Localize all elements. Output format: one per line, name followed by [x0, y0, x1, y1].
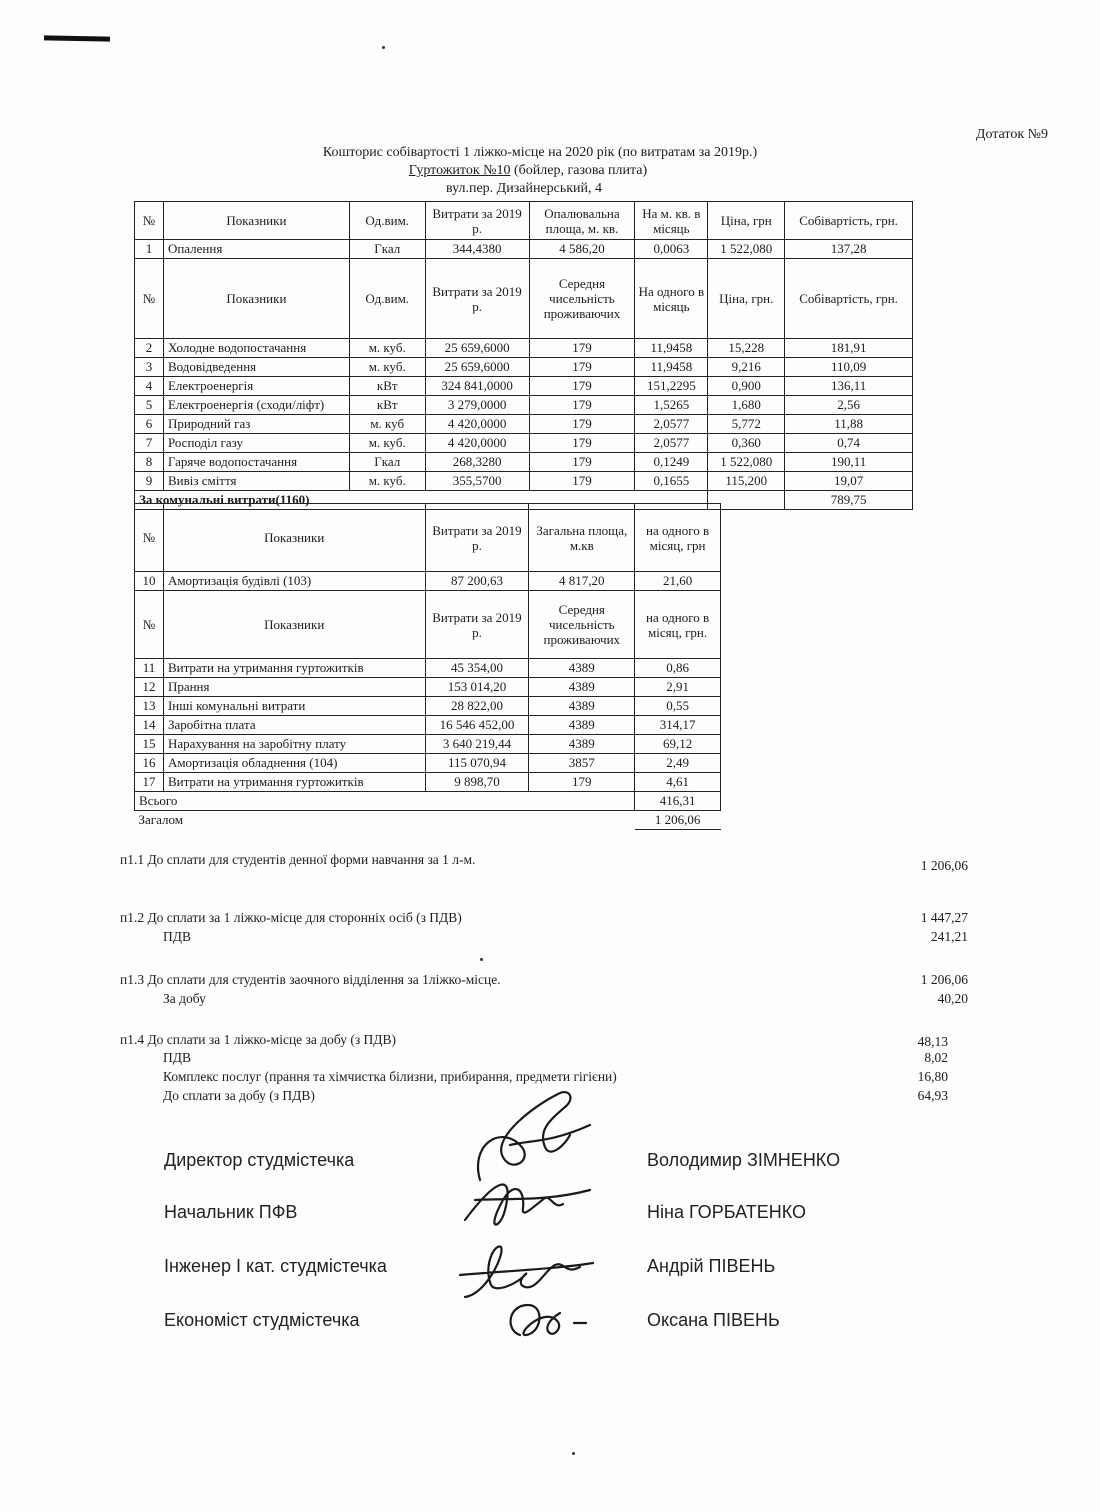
table-cell: 2,56: [785, 396, 913, 415]
table-cell: 355,5700: [425, 472, 529, 491]
table-cell: 179: [529, 434, 635, 453]
table-cell: 7: [135, 434, 164, 453]
table-row: [135, 339, 913, 358]
table-cell: 110,09: [785, 358, 913, 377]
utilities-total-label: За комунальні витрати(1160): [135, 491, 708, 510]
column-header: Загальна площа, м.кв: [529, 504, 635, 572]
table-cell: Електроенергія: [163, 377, 349, 396]
table-cell: Заробітна плата: [163, 716, 425, 735]
table-cell: 151,2295: [635, 377, 708, 396]
table-cell: Вивіз сміття: [163, 472, 349, 491]
payment-label: Комплекс послуг (прання та хімчистка білизни, прибирання, предмети гігієни): [163, 1069, 617, 1084]
table-cell: 4389: [529, 659, 635, 678]
table-cell: 190,11: [785, 453, 913, 472]
dormitory-title: [0, 162, 1078, 180]
table-cell: 324 841,0000: [425, 377, 529, 396]
table-cell: Амортизація обладнення (104): [163, 754, 425, 773]
table-cell: 179: [529, 377, 635, 396]
pfv-head-signature: [445, 1160, 595, 1240]
table-row: [135, 697, 721, 716]
table-cell: 87 200,63: [425, 572, 529, 591]
table-cell: Гкал: [349, 240, 425, 259]
table-cell: 268,3280: [425, 453, 529, 472]
table-cell: м. куб.: [349, 358, 425, 377]
table-cell: м. куб.: [349, 434, 425, 453]
table-cell: 344,4380: [425, 240, 529, 259]
signatory-position: Економіст студмістечка: [164, 1310, 360, 1330]
payment-value: 40,20: [937, 991, 968, 1006]
table-cell: Витрати на утримання гуртожитків: [163, 773, 425, 792]
dormitory-equipment: (бойлер, газова плита): [510, 163, 648, 178]
table-header-row: [135, 591, 721, 659]
payment-label: п1.4 До сплати за 1 ліжко-місце за добу (з ПДВ): [120, 1032, 396, 1047]
scan-speck: [480, 958, 483, 961]
table-cell: 15: [135, 735, 164, 754]
table-cell: 4389: [529, 678, 635, 697]
table-cell: м. куб.: [349, 472, 425, 491]
column-header: Витрати за 2019 р.: [425, 591, 529, 659]
column-header: №: [135, 202, 164, 240]
dormitory-number: Гуртожиток №10: [408, 163, 511, 178]
table-cell: 9: [135, 472, 164, 491]
scan-speck: [572, 1452, 575, 1455]
table-cell: Амортизація будівлі (103): [163, 572, 425, 591]
signatory-name: Андрій ПІВЕНЬ: [647, 1256, 776, 1276]
table-cell: 19,07: [785, 472, 913, 491]
table-cell: 11,9458: [635, 339, 708, 358]
table-cell: 314,17: [635, 716, 721, 735]
table-cell: 3857: [529, 754, 635, 773]
column-header: Собівартість, грн.: [785, 202, 913, 240]
table-cell: кВт: [349, 377, 425, 396]
utilities-table: [134, 201, 913, 510]
column-header: Витрати за 2019 р.: [425, 259, 529, 339]
signatory-name: Ніна ГОРБАТЕНКО: [647, 1202, 806, 1222]
table-cell: 5: [135, 396, 164, 415]
column-header: Собівартість, грн.: [785, 259, 913, 339]
table-cell: 4 420,0000: [425, 434, 529, 453]
table-cell: 1: [135, 240, 164, 259]
subtotal-label: Всього: [135, 792, 635, 811]
table-cell: 181,91: [785, 339, 913, 358]
payment-label: До сплати за добу (з ПДВ): [163, 1088, 315, 1103]
column-header: Од.вим.: [349, 202, 425, 240]
table-cell: Нарахування на заробітну плату: [163, 735, 425, 754]
table-cell: 2,0577: [635, 434, 708, 453]
table-cell: 137,28: [785, 240, 913, 259]
table-row: [135, 773, 721, 792]
table-row: [135, 754, 721, 773]
table-cell: 25 659,6000: [425, 339, 529, 358]
economist-signature: [500, 1295, 600, 1345]
column-header: Показники: [163, 504, 425, 572]
table-cell: м. куб: [349, 415, 425, 434]
table-cell: 17: [135, 773, 164, 792]
table-cell: 136,11: [785, 377, 913, 396]
document-title: Кошторис собівартості 1 ліжко-місце на 2020 рік (по витратам за 2019р.): [322, 145, 758, 160]
table-cell: 4 586,20: [529, 240, 635, 259]
table-cell: 0,55: [635, 697, 721, 716]
payment-value: 48,13: [917, 1034, 948, 1049]
table-row: [135, 472, 913, 491]
table-cell: 153 014,20: [425, 678, 529, 697]
column-header: Середня чисельність проживаючих: [529, 259, 635, 339]
scan-speck: [382, 46, 385, 49]
column-header: Показники: [163, 259, 349, 339]
table-cell: 3 640 219,44: [425, 735, 529, 754]
table-cell: Холодне водопостачання: [163, 339, 349, 358]
payment-label: ПДВ: [163, 1050, 191, 1065]
table-cell: 21,60: [635, 572, 721, 591]
table-cell: 179: [529, 396, 635, 415]
payment-label: За добу: [163, 991, 206, 1006]
utilities-total-value: 789,75: [785, 491, 913, 510]
table-cell: 4,61: [635, 773, 721, 792]
column-header: на одного в місяц, грн.: [635, 591, 721, 659]
grand-total-label: Загалом: [138, 812, 183, 828]
column-header: Витрати за 2019 р.: [425, 504, 529, 572]
table-cell: 45 354,00: [425, 659, 529, 678]
table-cell: 4: [135, 377, 164, 396]
column-header: Середня чисельність проживаючих: [529, 591, 635, 659]
table-cell: 9,216: [708, 358, 785, 377]
table-row: [135, 453, 913, 472]
table-cell: 9 898,70: [425, 773, 529, 792]
table-header-row: [135, 259, 913, 339]
table-row: [135, 716, 721, 735]
table-cell: 115 070,94: [425, 754, 529, 773]
column-header: Показники: [163, 591, 425, 659]
table-cell: 1,5265: [635, 396, 708, 415]
table-cell: 0,86: [635, 659, 721, 678]
table-cell: 3: [135, 358, 164, 377]
payment-label: п1.2 До сплати за 1 ліжко-місце для сторонніх осіб (з ПДВ): [120, 910, 462, 925]
table-row: [135, 240, 913, 259]
table-cell: 179: [529, 773, 635, 792]
grand-total-row: [135, 811, 721, 830]
table-cell: 1,680: [708, 396, 785, 415]
table-cell: 4389: [529, 697, 635, 716]
payment-value: 16,80: [917, 1069, 948, 1084]
table-cell: Природний газ: [163, 415, 349, 434]
table-cell: 4389: [529, 735, 635, 754]
table-cell: 11,88: [785, 415, 913, 434]
table-header-row: [135, 504, 721, 572]
table-cell: 1 522,080: [708, 453, 785, 472]
payment-value: 1 206,06: [920, 972, 968, 987]
column-header: На одного в місяць: [635, 259, 708, 339]
signatory-name: Оксана ПІВЕНЬ: [647, 1310, 780, 1330]
table-cell: 179: [529, 472, 635, 491]
payment-label: п1.1 До сплати для студентів денної форми навчання за 1 л-м.: [120, 852, 476, 867]
table-cell: 0,1655: [635, 472, 708, 491]
table-cell: 10: [135, 572, 164, 591]
subtotal-row: [135, 792, 721, 811]
column-header: Ціна, грн: [708, 202, 785, 240]
payment-label: п1.3 До сплати для студентів заочного відділення за 1ліжко-місце.: [120, 972, 501, 987]
signatory-position: Інженер І кат. студмістечка: [164, 1256, 387, 1276]
payment-label: ПДВ: [163, 929, 191, 944]
table-cell: 11,9458: [635, 358, 708, 377]
table-cell: Гаряче водопостачання: [163, 453, 349, 472]
table-cell: 3 279,0000: [425, 396, 529, 415]
payment-value: 1 447,27: [920, 910, 968, 925]
table-row: [135, 415, 913, 434]
table-cell: 179: [529, 339, 635, 358]
table-row: [135, 572, 721, 591]
column-header: на одного в місяц, грн: [635, 504, 721, 572]
column-header: На м. кв. в місяць: [635, 202, 708, 240]
table-cell: 4 420,0000: [425, 415, 529, 434]
table-cell: 6: [135, 415, 164, 434]
table-cell: 179: [529, 358, 635, 377]
table-cell: 2,91: [635, 678, 721, 697]
table-row: [135, 358, 913, 377]
table-cell: 2,0577: [635, 415, 708, 434]
table-cell: 2,49: [635, 754, 721, 773]
signatory-position: Директор студмістечка: [164, 1150, 355, 1170]
table-cell: 28 822,00: [425, 697, 529, 716]
table-cell: Гкал: [349, 453, 425, 472]
table-cell: 11: [135, 659, 164, 678]
table-cell: Росподіл газу: [163, 434, 349, 453]
payment-value: 64,93: [917, 1088, 948, 1103]
table-cell: Інші комунальні витрати: [163, 697, 425, 716]
table-cell: кВт: [349, 396, 425, 415]
payment-value: 8,02: [924, 1050, 948, 1065]
table-cell: 0,360: [708, 434, 785, 453]
table-cell: м. куб.: [349, 339, 425, 358]
table-cell: 115,200: [708, 472, 785, 491]
table-cell: 4389: [529, 716, 635, 735]
column-header: №: [135, 591, 164, 659]
table-cell: 0,0063: [635, 240, 708, 259]
signatory-name: Володимир ЗІМНЕНКО: [647, 1150, 841, 1170]
table-cell: 0,900: [708, 377, 785, 396]
column-header: №: [135, 504, 164, 572]
table-cell: 179: [529, 415, 635, 434]
table-cell: 69,12: [635, 735, 721, 754]
table-row: [135, 678, 721, 697]
appendix-number: Дотаток №9: [975, 127, 1048, 142]
table-cell: Електроенергія (сходи/ліфт): [163, 396, 349, 415]
table-row: [135, 434, 913, 453]
table-cell: 179: [529, 453, 635, 472]
table-cell: 12: [135, 678, 164, 697]
table-row: [135, 396, 913, 415]
table-cell: 2: [135, 339, 164, 358]
signatory-position: Начальник ПФВ: [164, 1202, 298, 1222]
column-header: №: [135, 259, 164, 339]
table-header-row: [135, 202, 913, 240]
column-header: Ціна, грн.: [708, 259, 785, 339]
column-header: Показники: [163, 202, 349, 240]
grand-total-value: 1 206,06: [635, 811, 721, 830]
payment-value: 1 206,06: [920, 858, 968, 873]
column-header: Опалювальна площа, м. кв.: [529, 202, 635, 240]
payment-value: 241,21: [930, 929, 968, 944]
table-cell: Витрати на утримання гуртожитків: [163, 659, 425, 678]
table-cell: Водовідведення: [163, 358, 349, 377]
table-row: [135, 735, 721, 754]
dormitory-address: вул.пер. Дизайнерський, 4: [445, 181, 603, 196]
table-cell: 16 546 452,00: [425, 716, 529, 735]
table-cell: Прання: [163, 678, 425, 697]
table-cell: 8: [135, 453, 164, 472]
table-cell: 14: [135, 716, 164, 735]
table-cell: 0,1249: [635, 453, 708, 472]
table-row: [135, 659, 721, 678]
column-header: Витрати за 2019 р.: [425, 202, 529, 240]
table-cell: 4 817,20: [529, 572, 635, 591]
other-costs-table: [134, 503, 721, 830]
table-cell: 1 522,080: [708, 240, 785, 259]
subtotal-value: 416,31: [635, 792, 721, 811]
column-header: Од.вим.: [349, 259, 425, 339]
table-cell: 13: [135, 697, 164, 716]
table-cell: 5,772: [708, 415, 785, 434]
scan-mark: [44, 35, 110, 41]
table-cell: 25 659,6000: [425, 358, 529, 377]
table-row: [135, 377, 913, 396]
table-cell: 15,228: [708, 339, 785, 358]
table-cell: 16: [135, 754, 164, 773]
table-cell: 0,74: [785, 434, 913, 453]
table-cell: Опалення: [163, 240, 349, 259]
